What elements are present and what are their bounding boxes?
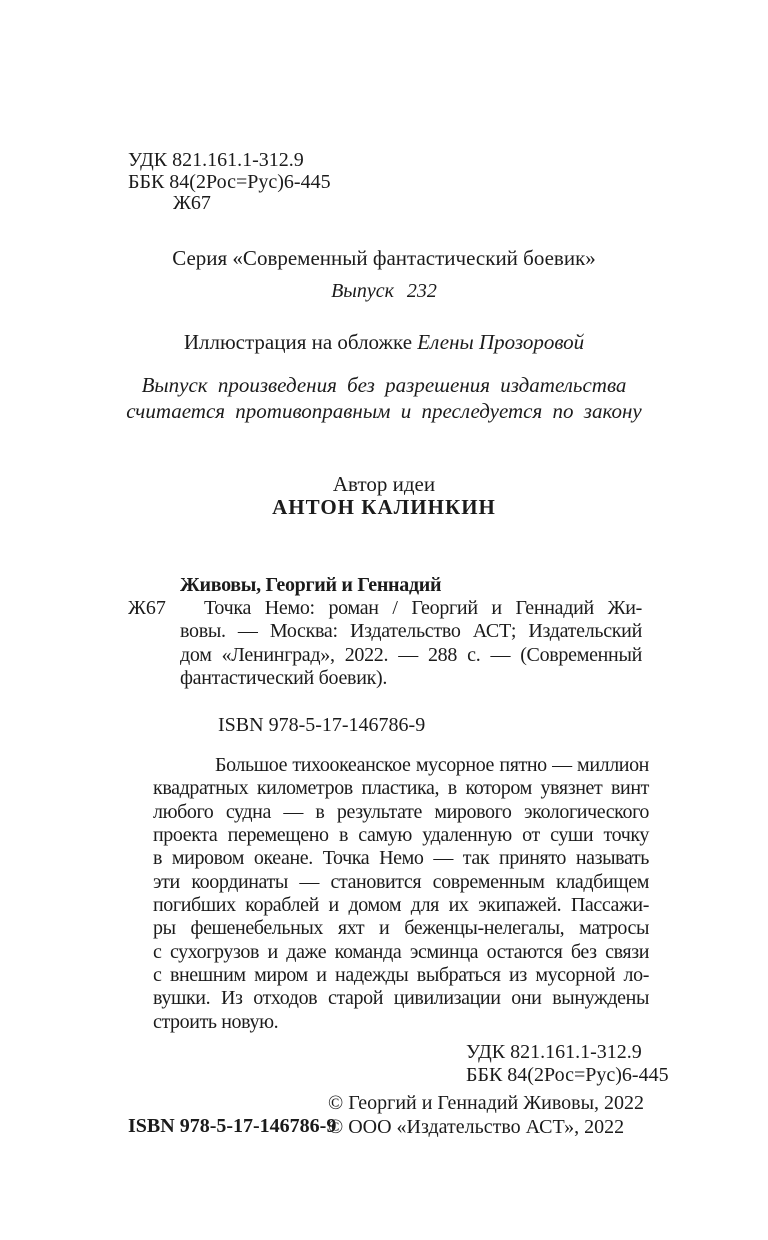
catalog-line: вовы. — Москва: Издательство АСТ; Издательский xyxy=(180,620,642,643)
annotation-line: строить новую. xyxy=(153,1010,279,1033)
bbk-code-bottom: ББК 84(2Рос=Рус)6-445 xyxy=(466,1063,669,1086)
isbn-number: ISBN 978-5-17-146786-9 xyxy=(218,714,426,736)
copyright-authors: © Георгий и Геннадий Живовы, 2022 xyxy=(328,1092,645,1114)
catalog-line: фантастический боевик). xyxy=(180,666,388,689)
isbn-number-bottom: ISBN 978-5-17-146786-9 xyxy=(128,1115,337,1137)
idea-author-name: АНТОН КАЛИНКИН xyxy=(272,495,496,519)
cover-artist-name: Елены Прозоровой xyxy=(417,330,585,354)
annotation-line: любого судна — в результате мирового экологического xyxy=(153,800,649,823)
annotation-line: проекта перемещено в самую удаленную от суши точку xyxy=(153,824,649,847)
catalog-entry xyxy=(128,574,642,690)
series-title: Серия «Современный фантастический боевик» xyxy=(172,246,596,270)
legal-notice xyxy=(64,372,704,424)
catalog-author-sign: Ж67 xyxy=(128,597,166,619)
annotation-line: в мировом океане. Точка Немо — так принято называть xyxy=(153,847,649,870)
copyright-publisher: © ООО «Издательство АСТ», 2022 xyxy=(328,1115,625,1138)
annotation-line: вушки. Из отходов старой цивилизации они вынуждены xyxy=(153,987,649,1010)
catalog-authors: Живовы, Георгий и Геннадий xyxy=(180,574,442,596)
cover-credit-prefix: Иллюстрация на обложке xyxy=(183,330,418,354)
annotation-line: ры фешенебельных яхт и беженцы-нелегалы, матросы xyxy=(153,917,649,940)
annotation-line: погибших кораблей и домом для их экипажей. Пассажи- xyxy=(153,894,649,917)
idea-author-label: Автор идеи xyxy=(332,472,436,496)
cover-illustration-credit xyxy=(64,330,704,355)
annotation-line: с внешним миром и надежды выбраться из мусорной ло- xyxy=(153,964,649,987)
annotation-line: эти координаты — становится современным кладбищем xyxy=(153,870,649,893)
bbk-code: ББК 84(2Рос=Рус)6-445 xyxy=(128,170,331,193)
catalog-line: Точка Немо: роман / Георгий и Геннадий Жи- xyxy=(204,597,642,620)
udk-code: УДК 821.161.1-312.9 xyxy=(128,149,304,171)
legal-notice-line2: считается противоправным и преследуется по закону xyxy=(126,399,642,423)
series-issue: Выпуск 232 xyxy=(331,280,437,302)
annotation-paragraph xyxy=(153,754,649,1034)
legal-notice-line1: Выпуск произведения без разрешения издательства xyxy=(141,373,627,397)
annotation-line: с сухогрузов и даже команда эсминца остаются без связи xyxy=(153,940,649,963)
catalog-line: дом «Ленинград», 2022. — 288 с. — (Современный xyxy=(180,643,642,666)
copyright-block xyxy=(328,1092,644,1139)
udk-code-bottom: УДК 821.161.1-312.9 xyxy=(466,1041,642,1063)
author-sign-code: Ж67 xyxy=(173,192,211,214)
top-classification-block xyxy=(128,150,331,215)
annotation-line: квадратных километров пластика, в котором увязнет винт xyxy=(153,777,649,800)
annotation-line: Большое тихоокеанское мусорное пятно — миллион xyxy=(215,754,649,776)
bottom-classification-block xyxy=(466,1041,669,1086)
